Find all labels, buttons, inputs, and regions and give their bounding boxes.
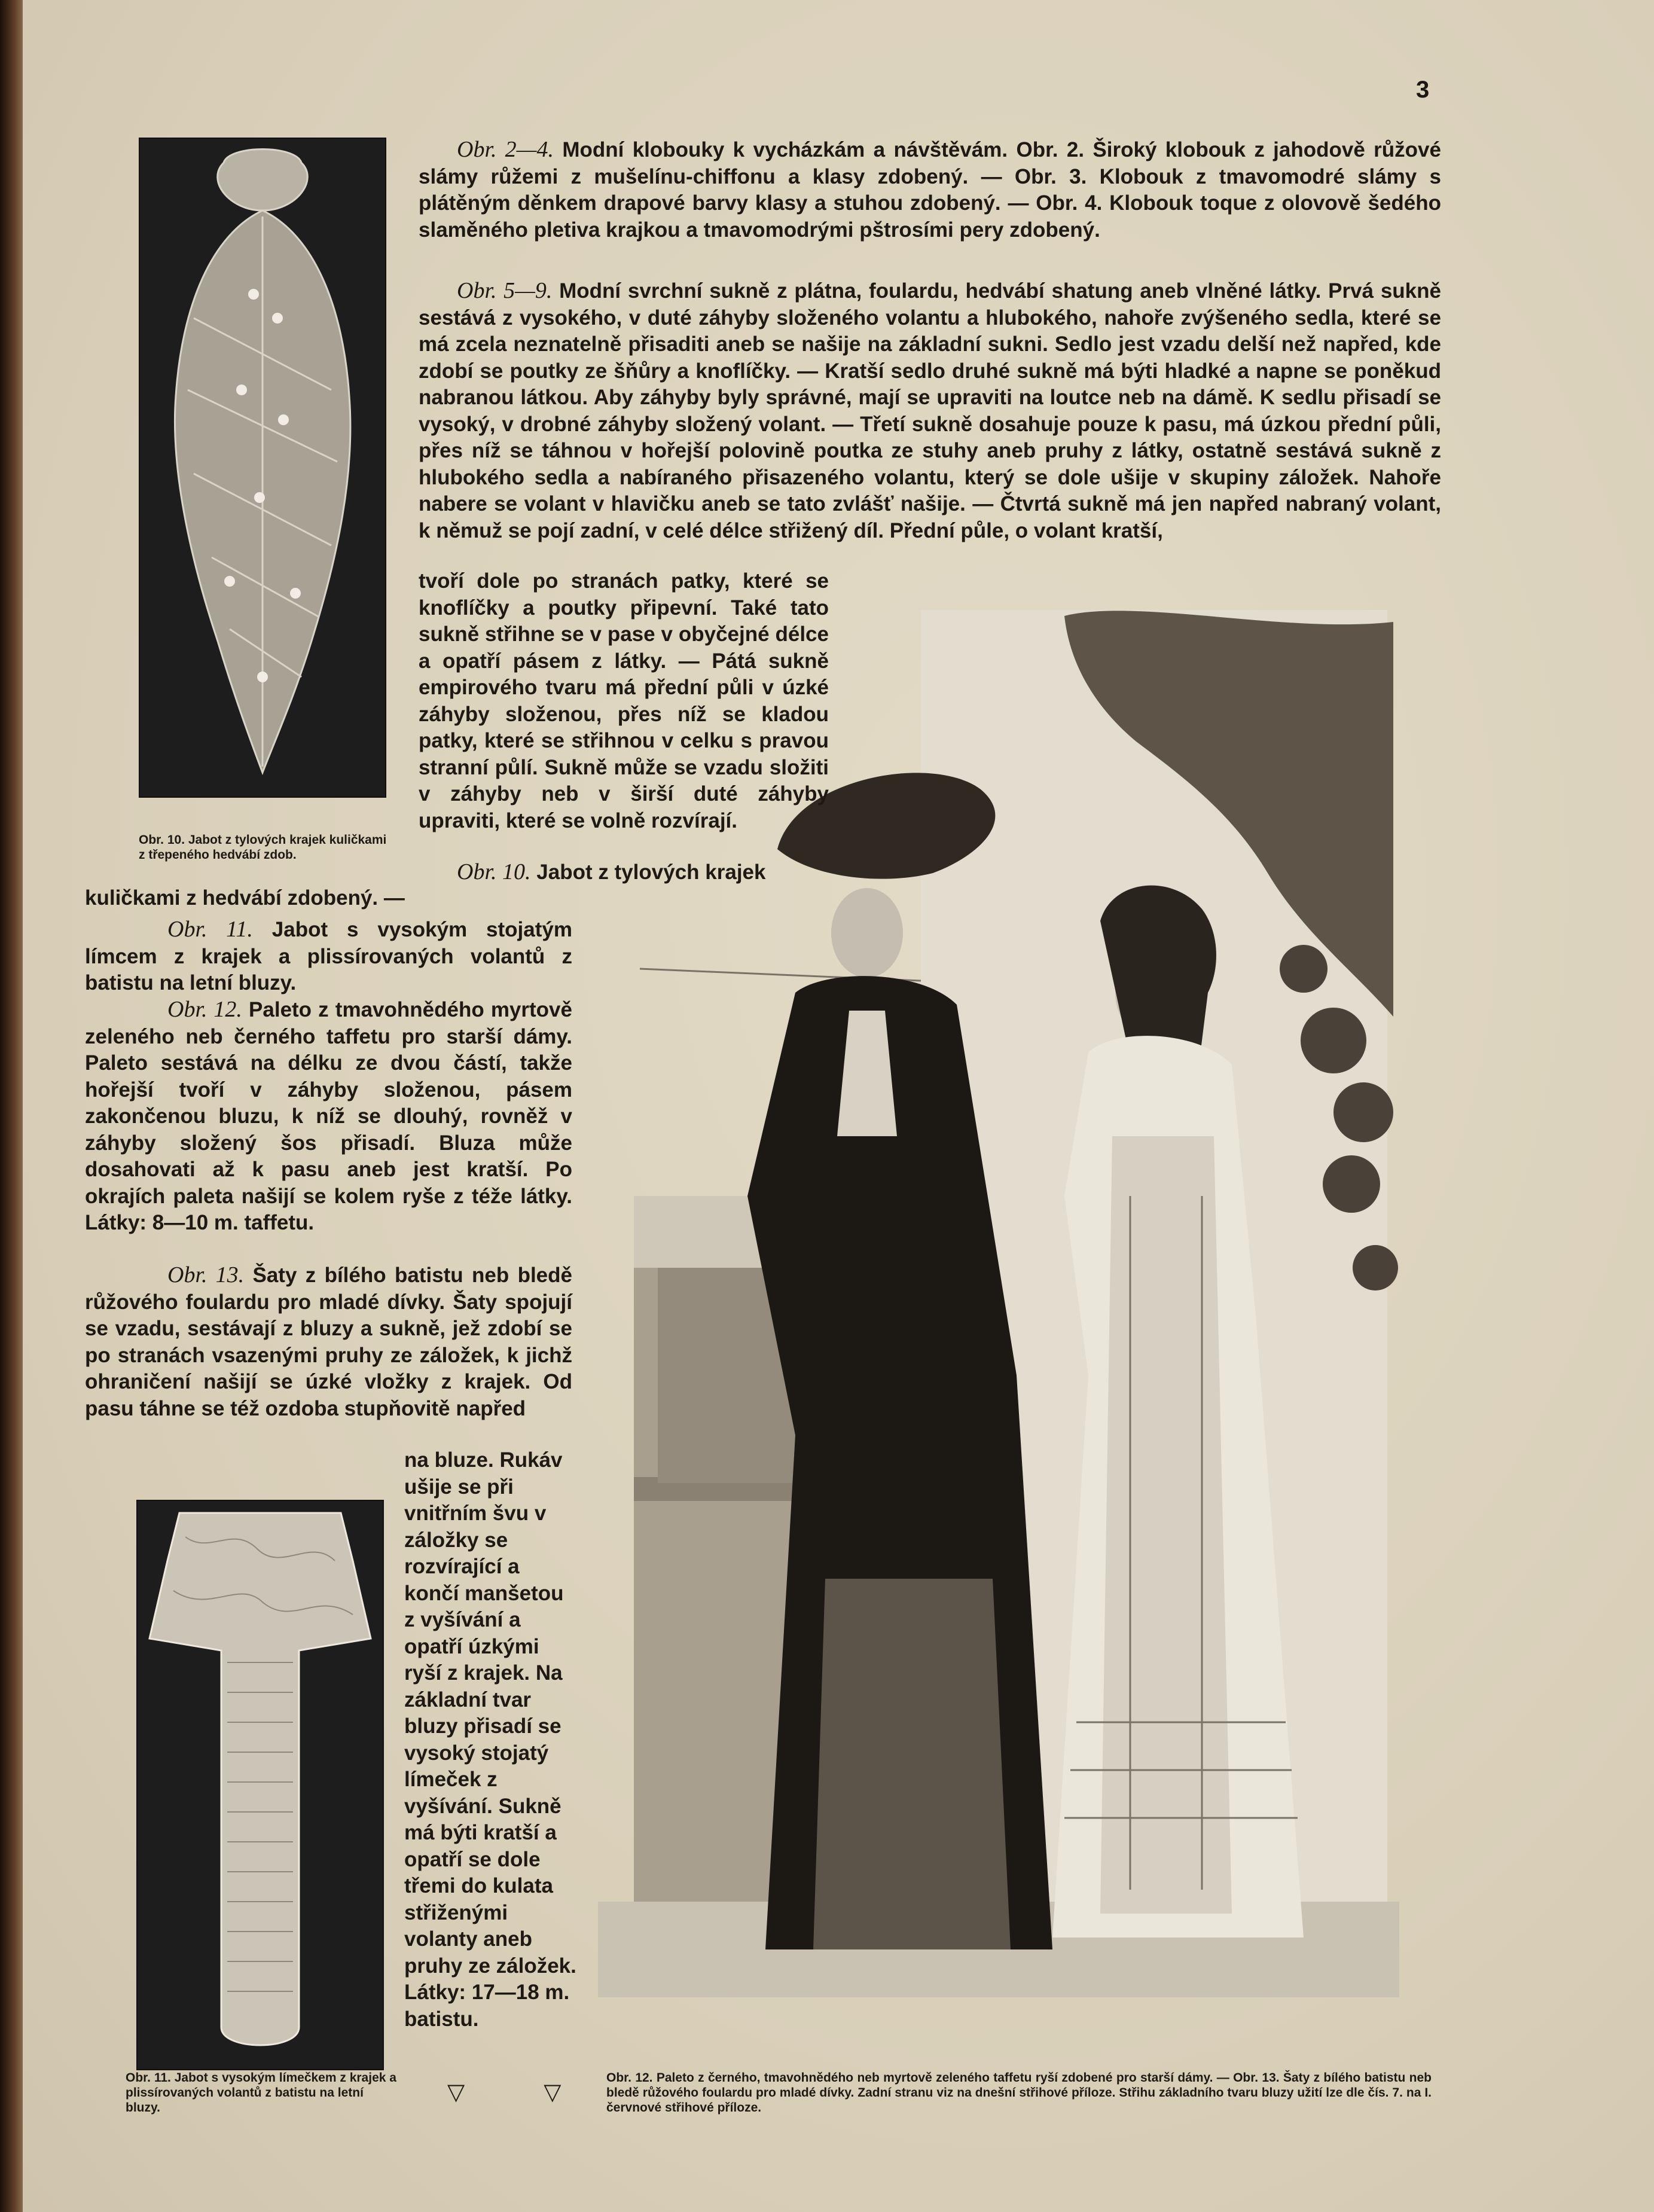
intro-hats-label: Obr. 2—4. <box>457 137 554 162</box>
jabot-11-plate <box>136 1500 384 2070</box>
dress-13-text: Šaty z bílého batistu neb bledě růžového foulardu pro mladé dívky. Šaty spojují se vzadu, sestávají z bluzy a sukně, jež zdobí se po stranách vsazenými pruhy ze záložek, k jichž ohraničení našijí se úzké vložky z krajek. Od pasu táhne se též ozdoba stupňovitě napřed <box>85 1264 572 1420</box>
jabot-10-continuation: kuličkami z hedvábí zdobený. — <box>85 886 405 910</box>
figure-12-13-caption: Obr. 12. Paleto z černého, tmavohnědého neb myrtově zeleného taffetu ryší zdobené pro starší dámy. — Obr. 13. Šaty z bílého batistu neb bledě růžového foulardu pro mladé dívky. Zadní stranu viz na dnešní střihové příloze. Střihu základního tvaru bluzy užití lze dle čís. 7. na I. červnové střihové příloze. <box>606 2071 1432 2115</box>
jabot-11-label: Obr. 11. <box>167 917 253 942</box>
intro-hats-text: Modní klobouky k vycházkám a návštěvám. Obr. 2. Široký klobouk z jahodově růžové slámy růžemi z mušelínu-chiffonu a klasy zdobený. — Obr. 3. Klobouk z tmavomodré slámy s plátěným děnkem drapové barvy klasy a stuhou zdobený. — Obr. 4. Klobouk toque z olovově šedého slaměného pletiva krajkou a tmavomodrými pštrosími pery zdobený. <box>419 138 1441 242</box>
decorative-triangle-marks: ▽ ▽ <box>447 2079 597 2105</box>
jabot-10-paragraph <box>419 859 829 886</box>
dress-13-paragraph <box>85 1262 572 1422</box>
jabot-11-caption: Obr. 11. Jabot s vysokým límečkem z krajek a plissírovaných volantů z batistu na letní bluzy. <box>126 2071 396 2115</box>
page-number: 3 <box>1416 77 1430 103</box>
jabot-10-label: Obr. 10. <box>457 859 531 884</box>
jabot-10-caption: Obr. 10. Jabot z tylových krajek kuličkami z třepeného hedvábí zdob. <box>139 833 387 862</box>
skirts-text: Modní svrchní sukně z plátna, foulardu, hedvábí shatung aneb vlněné látky. Prvá sukně sestává z vysokého, v duté záhyby složeného volantu a hlubokého, nahoře zvýšeného sedla, které se má zcela neznatelně přisaditi aneb se našije na základní sukni. Sedlo jest vzadu delší než napřed, kde zdobí se poutky ze šňůry a knoflíčky. — Kratší sedlo druhé sukně má býti hladké a napne se poněkud nabranou látkou. Aby záhyby byly správné, mají se upraviti na loutce neb na dámě. K sedlu přisadí se vysoký, v drobné záhyby složený volant. — Třetí sukně dosahuje pouze k pasu, má úzkou přední půli, přes níž se táhnou v hořejší polovině poutka ze stuhy aneb pruhy z látky, ostatně sestává sukně z hlubokého sedla a nabíraného přisazeného volantu, který se dole ušije v skupiny záložek. Nahoře nabere se volant v hlavičku aneb se tato zvlášť našije. — Čtvrtá sukně má jen napřed nabraný volant, k němuž se pojí zadní, v celé délce střižený díl. Přední půle, o volant kratší, <box>419 279 1441 542</box>
skirts-label: Obr. 5—9. <box>457 278 553 303</box>
book-spine <box>0 0 23 2212</box>
paleto-12-label: Obr. 12. <box>167 997 242 1022</box>
skirts-paragraph <box>419 277 1441 544</box>
jabot-10-plate <box>139 138 386 798</box>
jabot-11-paragraph <box>85 916 572 997</box>
paleto-12-paragraph <box>85 996 572 1237</box>
jabot-10-text: Jabot z tylových krajek <box>536 861 766 884</box>
jabot-11-text: Jabot s vysokým stojatým límcem z krajek a plissírovaných volantů z batistu na letní bluzy. <box>85 918 572 994</box>
skirts-continuation: tvoří dole po stranách patky, které se knoflíčky a poutky připevní. Také tato sukně střihne se v pase v obyčejné délce a opatří pásem z látky. — Pátá sukně empirového tvaru má přední půli v úzké záhyby složenou, přes níž se kladou patky, které se střihnou v celku s pravou stranní půlí. Sukně může se vzadu složiti v záhyby neb v širší duté záhyby upraviti, které se volně rozvírají. <box>419 569 829 832</box>
dress-13-label: Obr. 13. <box>167 1262 245 1287</box>
intro-hats-paragraph <box>419 136 1441 243</box>
dress-13-continuation: na bluze. Rukáv ušije se při vnitřním švu v záložky se rozvírající a končí manšetou z vyšívání a opatří úzkými ryší z krajek. Na základní tvar bluzy přisadí se vysoký stojatý límeček z vyšívání. Sukně má býti kratší a opatří se dole třemi do kulata střiženými volanty aneb pruhy ze záložek. Látky: 17—18 m. batistu. <box>404 1448 576 2031</box>
paleto-12-text: Paleto z tmavohnědého myrtově zeleného neb černého taffetu pro starší dámy. Paleto sestává na délku ze dvou částí, takže hořejší tvoří v záhyby složenou, pásem zakončenou bluzu, k níž se dlouhý, rovněž v záhyby složený šos přisadí. Bluza může dosahovati až k pasu aneb jest kratší. Po okrajích paleta našijí se kolem ryše z téže látky. Látky: 8—10 m. taffetu. <box>85 998 572 1234</box>
